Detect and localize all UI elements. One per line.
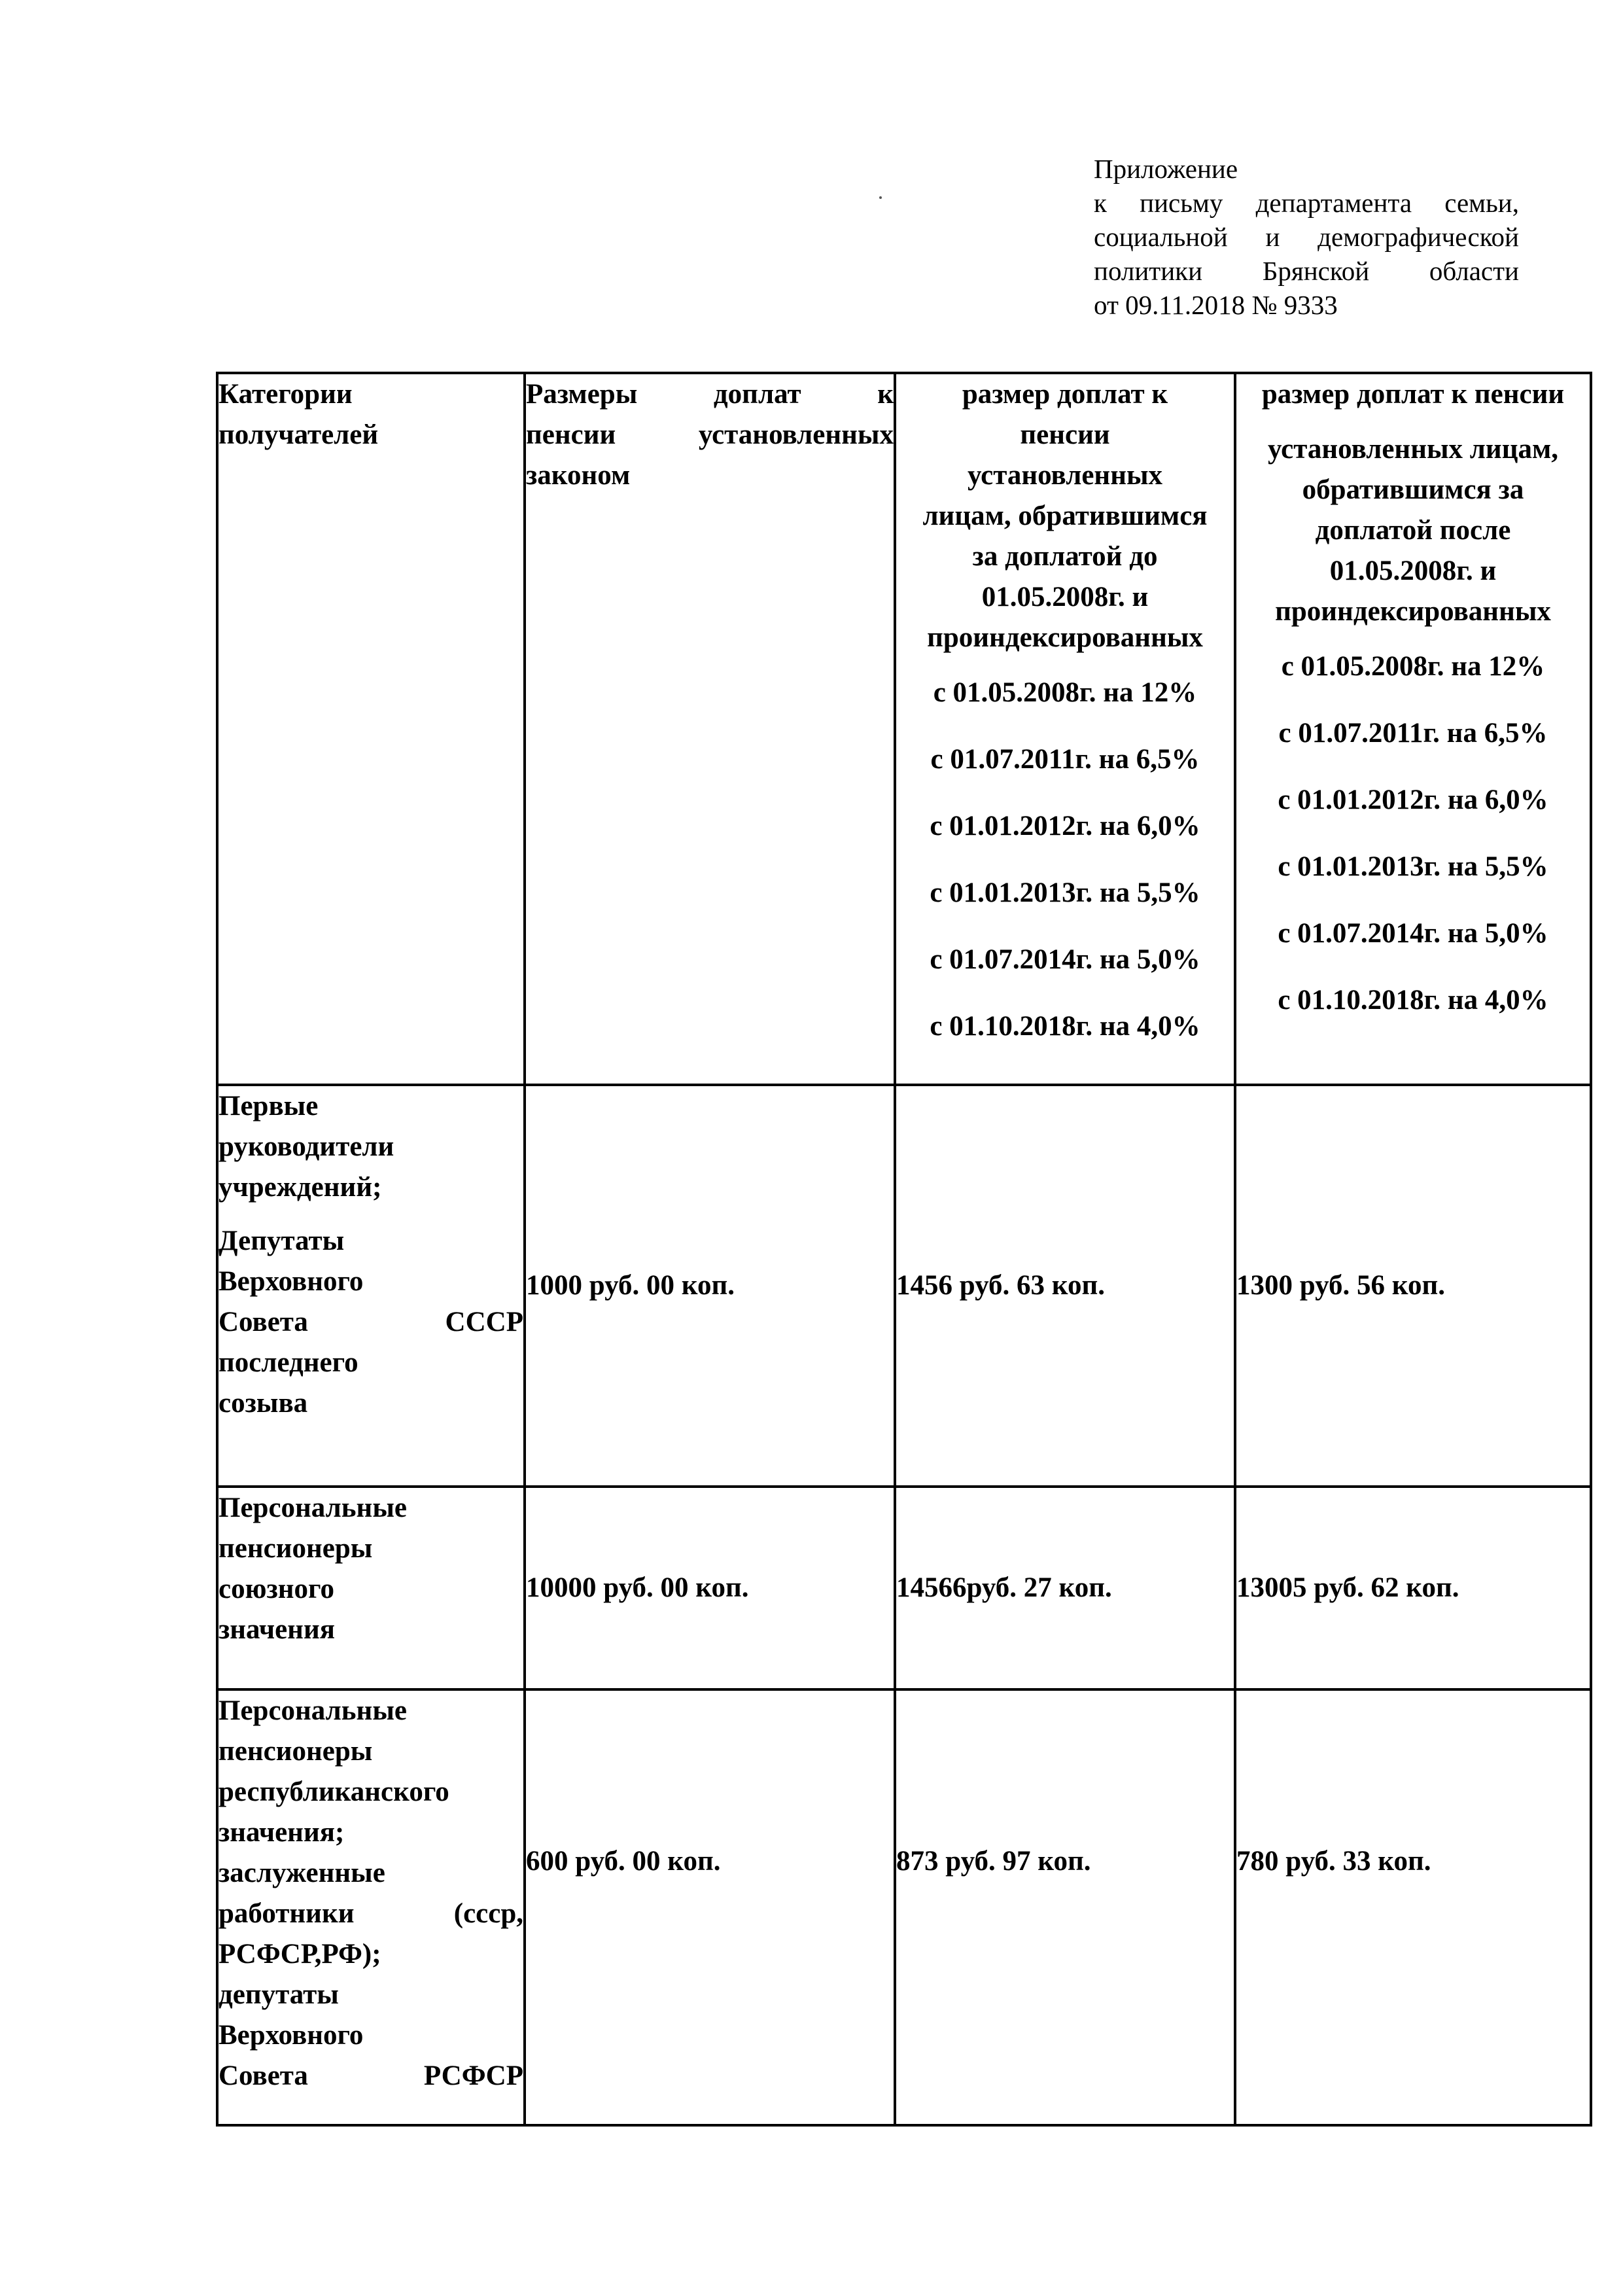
header-law-amounts <box>525 373 895 1085</box>
category-line: Первые <box>218 1091 319 1122</box>
category-cell <box>217 1085 525 1487</box>
annex-title: Приложение <box>1094 154 1238 184</box>
before-2008-amount-text: 873 руб. 97 коп. <box>896 1846 1091 1877</box>
header-before-line: 01.05.2008г. и <box>981 582 1149 612</box>
after-2008-amount-cell: 1300 руб. 56 коп. <box>1235 1085 1591 1487</box>
category-line: последнего <box>218 1347 358 1378</box>
category-line: Верховного <box>218 1266 364 1297</box>
category-cell <box>217 1487 525 1689</box>
category-line: Совета РСФСР <box>218 2060 523 2091</box>
annex-line-2: социальной и демографической <box>1094 222 1519 252</box>
category-line: учреждений; <box>218 1172 382 1203</box>
category-line: Депутаты <box>218 1226 345 1256</box>
category-line: союзного <box>218 1574 334 1604</box>
header-categories-line: Категории <box>218 379 353 410</box>
after-2008-amount-cell <box>1235 1689 1591 2125</box>
header-after-line: доплатой после <box>1315 515 1511 546</box>
header-categories-line: получателей <box>218 419 379 450</box>
indexation-line: с 01.07.2011г. на 6,5% <box>930 744 1200 775</box>
category-line: работники (ссср, <box>218 1898 523 1929</box>
header-before-line: за доплатой до <box>972 541 1158 572</box>
category-line: Верховного <box>218 2020 364 2051</box>
category-line: значения <box>218 1614 335 1645</box>
indexation-line: с 01.07.2011г. на 6,5% <box>1278 718 1548 749</box>
indexation-line: с 01.01.2012г. на 6,0% <box>1278 785 1548 815</box>
indexation-line: с 01.10.2018г. на 4,0% <box>930 1011 1200 1042</box>
header-before-2008 <box>895 373 1235 1085</box>
law-amount-cell: 10000 руб. 00 коп. <box>525 1487 895 1689</box>
law-amount-text: 600 руб. 00 коп. <box>526 1846 721 1877</box>
annex-line-4: от 09.11.2018 № 9333 <box>1094 290 1338 320</box>
table-row <box>217 1487 1591 1689</box>
table-row <box>217 1085 1591 1487</box>
category-cell <box>217 1689 525 2125</box>
after-2008-amount-cell: 13005 руб. 62 коп. <box>1235 1487 1591 1689</box>
before-2008-amount-cell: 1456 руб. 63 коп. <box>895 1085 1235 1487</box>
table-row <box>217 1689 1591 2125</box>
before-2008-amount-cell: 14566руб. 27 коп. <box>895 1487 1235 1689</box>
header-law-line: пенсии установленных <box>526 419 894 450</box>
indexation-line: с 01.07.2014г. на 5,0% <box>930 944 1200 975</box>
annex-line-1: к письму департамента семьи, <box>1094 188 1519 218</box>
indexation-line: с 01.01.2012г. на 6,0% <box>930 811 1200 841</box>
indexation-line: с 01.05.2008г. на 12% <box>1281 651 1545 682</box>
header-after-line: проиндексированных <box>1275 596 1551 627</box>
category-line: Персональные <box>218 1695 407 1726</box>
header-after-2008 <box>1235 373 1591 1085</box>
indexation-line: с 01.01.2013г. на 5,5% <box>1278 851 1548 882</box>
header-before-line: проиндексированных <box>927 622 1203 653</box>
header-after-line: обратившимся за <box>1302 474 1524 505</box>
supplements-table <box>216 372 1592 2127</box>
header-after-line: установленных лицам, <box>1267 434 1559 465</box>
law-amount-cell: 1000 руб. 00 коп. <box>525 1085 895 1487</box>
header-before-line: установленных <box>967 460 1163 491</box>
category-line: значения; <box>218 1817 345 1848</box>
header-before-line: размер доплат к <box>962 379 1168 410</box>
category-line: руководители <box>218 1131 394 1162</box>
category-line: заслуженные <box>218 1858 385 1888</box>
category-line: депутаты <box>218 1979 339 2010</box>
category-line: созыва <box>218 1388 308 1419</box>
header-before-line: пенсии <box>1020 419 1110 450</box>
header-after-line: 01.05.2008г. и <box>1329 556 1497 586</box>
stray-dot <box>879 196 882 199</box>
law-amount-cell <box>525 1689 895 2125</box>
table-header-row <box>217 373 1591 1085</box>
category-line: Совета СССР <box>218 1307 523 1337</box>
category-line: пенсионеры <box>218 1736 373 1767</box>
category-line: республиканского <box>218 1776 449 1807</box>
header-categories <box>217 373 525 1085</box>
header-law-line: Размеры доплат к <box>526 379 894 410</box>
header-after-first-line: размер доплат к пенсии <box>1261 379 1565 410</box>
annex-line-3: политики Брянской области <box>1094 256 1519 286</box>
header-before-line: лицам, обратившимся <box>922 501 1208 531</box>
before-2008-amount-cell <box>895 1689 1235 2125</box>
indexation-line: с 01.05.2008г. на 12% <box>933 677 1197 708</box>
category-line: Персональные <box>218 1492 407 1523</box>
indexation-line: с 01.01.2013г. на 5,5% <box>930 877 1200 908</box>
annex-header <box>1094 152 1519 322</box>
category-line: пенсионеры <box>218 1533 373 1564</box>
category-line: РСФСР,РФ); <box>218 1939 381 1969</box>
after-2008-amount-text: 780 руб. 33 коп. <box>1236 1846 1431 1877</box>
header-law-line: законом <box>526 460 631 491</box>
indexation-line: с 01.07.2014г. на 5,0% <box>1278 918 1548 949</box>
indexation-line: с 01.10.2018г. на 4,0% <box>1278 985 1548 1016</box>
